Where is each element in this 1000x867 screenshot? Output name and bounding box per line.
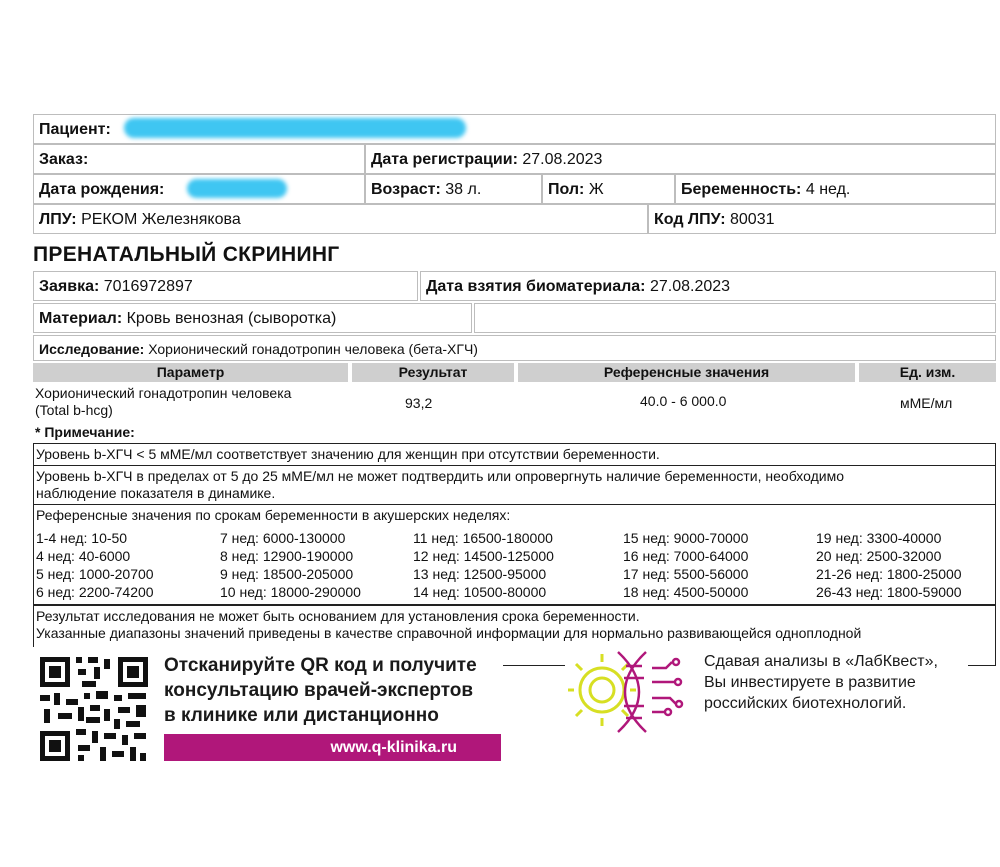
note-3-line1: Результат исследования не может быть основанием для установления срока беременности. [36, 608, 640, 624]
age-value: 38 л. [445, 181, 482, 198]
pregnancy-cell [675, 174, 996, 204]
ref-cell: 8 нед: 12900-190000 [220, 548, 354, 564]
sex-value: Ж [588, 181, 604, 198]
material-label: Материал: [39, 310, 123, 327]
section-title: ПРЕНАТАЛЬНЫЙ СКРИНИНГ [33, 243, 340, 266]
ref-cell: 12 нед: 14500-125000 [413, 548, 554, 564]
param-name-line1: Хорионический гонадотропин человека [35, 385, 292, 401]
note-2-line1: Уровень b-ХГЧ в пределах от 5 до 25 мМЕ/мл не может подтвердить или опровергнуть наличие беременности, необходимо [36, 468, 844, 484]
reg-date-cell [365, 144, 996, 174]
note-box-2 [33, 465, 996, 505]
order-cell [33, 144, 365, 174]
reference-value: 40.0 - 6 000.0 [640, 393, 727, 409]
ref-cell: 13 нед: 12500-95000 [413, 566, 547, 582]
age-label: Возраст: [371, 181, 441, 198]
right-divider [968, 665, 996, 666]
ref-cell: 4 нед: 40-6000 [36, 548, 131, 564]
note-box-1 [33, 443, 996, 466]
note-3-line2: Указанные диапазоны значений приведены в качестве справочной информации для нормально развивающейся одноплодной [36, 625, 862, 641]
order-label: Заказ: [39, 151, 89, 168]
biomaterial-date-value: 27.08.2023 [649, 278, 731, 295]
reg-date-label: Дата регистрации: [371, 151, 518, 168]
patient-redaction [124, 118, 466, 138]
age-cell [365, 174, 542, 204]
promo-line3: в клинике или дистанционно [164, 705, 439, 726]
ref-cell: 1-4 нед: 10-50 [36, 530, 128, 546]
right-line3: российских биотехнологий. [704, 695, 907, 712]
ref-cell: 17 нед: 5500-56000 [623, 566, 749, 582]
ref-cell: 6 нед: 2200-74200 [36, 584, 154, 600]
result-value: 93,2 [405, 395, 433, 411]
ref-cell: 19 нед: 3300-40000 [816, 530, 942, 546]
patient-label: Пациент: [39, 121, 111, 138]
reference-grid [36, 529, 996, 603]
ref-cell: 15 нед: 9000-70000 [623, 530, 749, 546]
ref-cell: 20 нед: 2500-32000 [816, 548, 942, 564]
ref-cell: 18 нед: 4500-50000 [623, 584, 749, 600]
sex-label: Пол: [548, 181, 585, 198]
ref-cell: 5 нед: 1000-20700 [36, 566, 154, 582]
right-line2: Вы инвестируете в развитие [704, 674, 916, 691]
study-value: Хорионический гонадотропин человека (бета-ХГЧ) [148, 341, 478, 357]
promo-line1: Отсканируйте QR код и получите [164, 655, 477, 676]
col-header-result: Результат [352, 363, 514, 382]
ref-cell: 21-26 нед: 1800-25000 [816, 566, 962, 582]
note-box-3 [33, 605, 996, 647]
qr-code-icon [38, 655, 150, 763]
study-cell [33, 335, 996, 361]
ref-cell: 11 нед: 16500-180000 [413, 530, 553, 546]
pregnancy-value: 4 нед. [805, 181, 851, 198]
reg-date-value: 27.08.2023 [522, 151, 603, 168]
promo-divider [503, 665, 565, 666]
biomaterial-date-label: Дата взятия биоматериала: [426, 278, 646, 295]
col-header-param: Параметр [33, 363, 348, 382]
lpu-code-cell [648, 204, 996, 234]
note-2-line2: наблюдение показателя в динамике. [36, 485, 276, 501]
study-label: Исследование: [39, 341, 145, 357]
ref-cell: 7 нед: 6000-130000 [220, 530, 346, 546]
request-value: 7016972897 [103, 278, 193, 295]
ref-title: Референсные значения по срокам беременности в акушерских неделях: [36, 507, 511, 523]
request-label: Заявка: [39, 278, 100, 295]
lpu-cell [33, 204, 648, 234]
promo-line2: консультацию врачей-экспертов [164, 680, 474, 701]
pregnancy-label: Беременность: [681, 181, 802, 198]
request-cell [33, 271, 418, 301]
ref-cell: 10 нед: 18000-290000 [220, 584, 361, 600]
lpu-code-label: Код ЛПУ: [654, 211, 726, 228]
dob-redaction [187, 179, 287, 198]
col-header-reference: Референсные значения [518, 363, 855, 382]
ref-cell: 16 нед: 7000-64000 [623, 548, 749, 564]
labquest-message [704, 651, 938, 714]
ref-cell: 26-43 нед: 1800-59000 [816, 584, 962, 600]
right-line1: Сдавая анализы в «ЛабКвест», [704, 653, 938, 670]
unit-value: мМЕ/мл [900, 395, 953, 411]
notes-title: * Примечание: [35, 424, 135, 440]
lpu-value: РЕКОМ Железнякова [81, 211, 241, 228]
lpu-label: ЛПУ: [39, 211, 77, 228]
sex-cell [542, 174, 675, 204]
ref-cell: 9 нед: 18500-205000 [220, 566, 354, 582]
col-header-unit: Ед. изм. [859, 363, 996, 382]
ref-cell: 14 нед: 10500-80000 [413, 584, 547, 600]
material-cell [33, 303, 472, 333]
right-divider-vertical [995, 647, 996, 666]
biomaterial-date-cell [420, 271, 996, 301]
note-1: Уровень b-ХГЧ < 5 мМЕ/мл соответствует значению для женщин при отсутствии беременности. [36, 446, 660, 462]
dob-label: Дата рождения: [39, 181, 165, 198]
param-name-line2: (Total b-hcg) [35, 402, 113, 418]
q-klinika-link[interactable]: www.q-klinika.ru [164, 734, 501, 761]
material-empty-cell [474, 303, 996, 333]
labquest-gear-dna-logo [566, 648, 696, 736]
material-value: Кровь венозная (сыворотка) [126, 310, 337, 327]
lpu-code-value: 80031 [730, 211, 775, 228]
